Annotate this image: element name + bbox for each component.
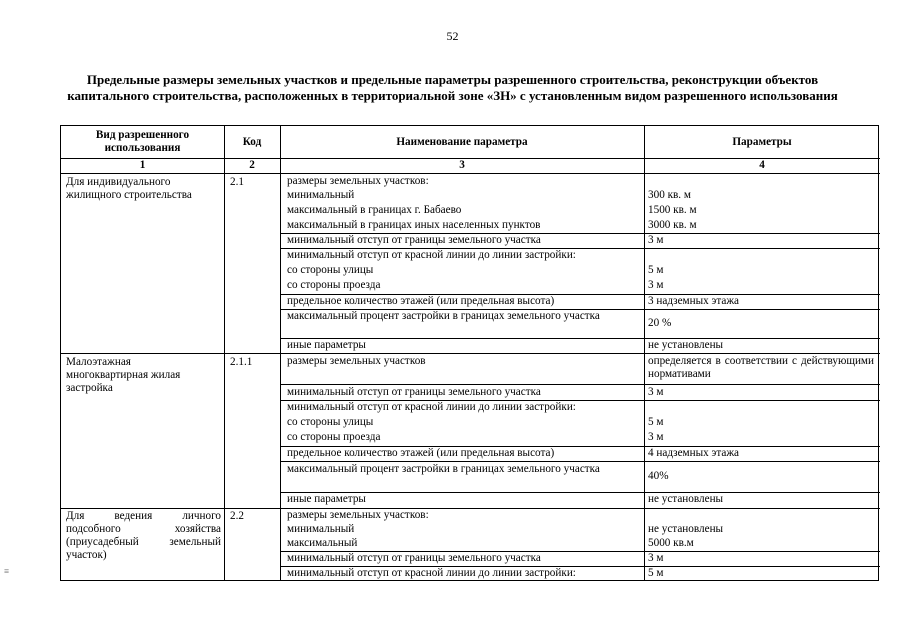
code-cell: 2.1.1 bbox=[230, 356, 253, 368]
param-value: не установлены bbox=[648, 523, 724, 535]
header-parameter-name: Наименование параметра bbox=[396, 136, 528, 148]
use-type-cell: Для индивидуального жилищного строительства bbox=[66, 176, 192, 201]
row-divider bbox=[61, 508, 880, 509]
row-divider bbox=[61, 173, 880, 174]
param-value: 5 м bbox=[648, 264, 664, 276]
param-name: максимальный процент застройки в границах земельного участка bbox=[287, 463, 600, 475]
column-number: 1 bbox=[139, 159, 146, 171]
param-name: со стороны улицы bbox=[287, 264, 374, 276]
parameters-table bbox=[60, 125, 879, 581]
row-divider bbox=[280, 338, 880, 339]
param-value: не установлены bbox=[648, 493, 724, 505]
param-value: 300 кв. м bbox=[648, 189, 691, 201]
param-value: 3 м bbox=[648, 279, 664, 291]
param-value: 3 м bbox=[648, 431, 664, 443]
page-title: Предельные размеры земельных участков и предельные параметры разрешенного строительства, реконструкции объектов капитального строительства, расположенных в территориальной зоне «ЗН» с установленным видом разрешенного использования bbox=[67, 72, 838, 103]
param-name: со стороны проезда bbox=[287, 431, 381, 443]
param-value: 1500 кв. м bbox=[648, 204, 697, 216]
param-name: минимальный отступ от границы земельного участка bbox=[287, 386, 541, 398]
param-value: 5000 кв.м bbox=[648, 537, 694, 549]
param-name: со стороны проезда bbox=[287, 279, 381, 291]
column-number: 4 bbox=[759, 159, 765, 171]
param-name: минимальный отступ от красной линии до линии застройки: bbox=[287, 401, 576, 413]
row-divider bbox=[280, 461, 880, 462]
header-use-type: Вид разрешенного использования bbox=[95, 129, 190, 154]
param-name: размеры земельных участков: bbox=[287, 509, 429, 521]
row-divider bbox=[280, 384, 880, 385]
code-cell: 2.1 bbox=[230, 176, 244, 188]
use-type-cell: Для ведения личного подсобного хозяйства (приусадебный земельный участок) bbox=[66, 510, 221, 561]
param-name: предельное количество этажей (или предельная высота) bbox=[287, 295, 555, 307]
param-name: размеры земельных участков: bbox=[287, 175, 429, 187]
param-name: размеры земельных участков bbox=[287, 355, 426, 367]
param-name: предельное количество этажей (или предельная высота) bbox=[287, 447, 555, 459]
param-value: 5 м bbox=[648, 567, 664, 579]
use-type-cell: Малоэтажная многоквартирная жилая застройка bbox=[66, 356, 181, 394]
param-name: максимальный процент застройки в границах земельного участка bbox=[287, 310, 600, 322]
param-name: минимальный отступ от границы земельного участка bbox=[287, 552, 541, 564]
param-name: максимальный в границах г. Бабаево bbox=[287, 204, 462, 216]
param-name: иные параметры bbox=[287, 493, 366, 505]
param-value: 20 % bbox=[648, 317, 672, 329]
header-parameters: Параметры bbox=[732, 136, 792, 148]
column-number: 3 bbox=[459, 159, 465, 171]
code-cell: 2.2 bbox=[230, 510, 244, 522]
param-name: минимальный bbox=[287, 523, 355, 535]
param-value: 5 м bbox=[648, 416, 664, 428]
param-value: 3 м bbox=[648, 386, 664, 398]
param-name: со стороны улицы bbox=[287, 416, 374, 428]
margin-mark: ≡ bbox=[4, 566, 10, 576]
param-name: иные параметры bbox=[287, 339, 366, 351]
param-value: определяется в соответствии с действующими нормативами bbox=[648, 355, 874, 380]
param-value: не установлены bbox=[648, 339, 724, 351]
column-number: 2 bbox=[249, 159, 255, 171]
header-code: Код bbox=[242, 136, 262, 148]
param-value: 3 надземных этажа bbox=[648, 295, 740, 307]
param-value: 3 м bbox=[648, 552, 664, 564]
row-divider bbox=[280, 492, 880, 493]
param-value: 3000 кв. м bbox=[648, 219, 697, 231]
param-value: 4 надземных этажа bbox=[648, 447, 740, 459]
param-name: минимальный bbox=[287, 189, 355, 201]
page-number: 52 bbox=[446, 29, 459, 43]
param-value: 3 м bbox=[648, 234, 664, 246]
param-name: максимальный в границах иных населенных пунктов bbox=[287, 219, 541, 231]
param-name: максимальный bbox=[287, 537, 358, 549]
param-name: минимальный отступ от красной линии до линии застройки: bbox=[287, 567, 576, 579]
param-value: 40% bbox=[648, 470, 669, 482]
param-name: минимальный отступ от красной линии до линии застройки: bbox=[287, 249, 576, 261]
row-divider bbox=[61, 353, 880, 354]
param-name: минимальный отступ от границы земельного участка bbox=[287, 234, 541, 246]
